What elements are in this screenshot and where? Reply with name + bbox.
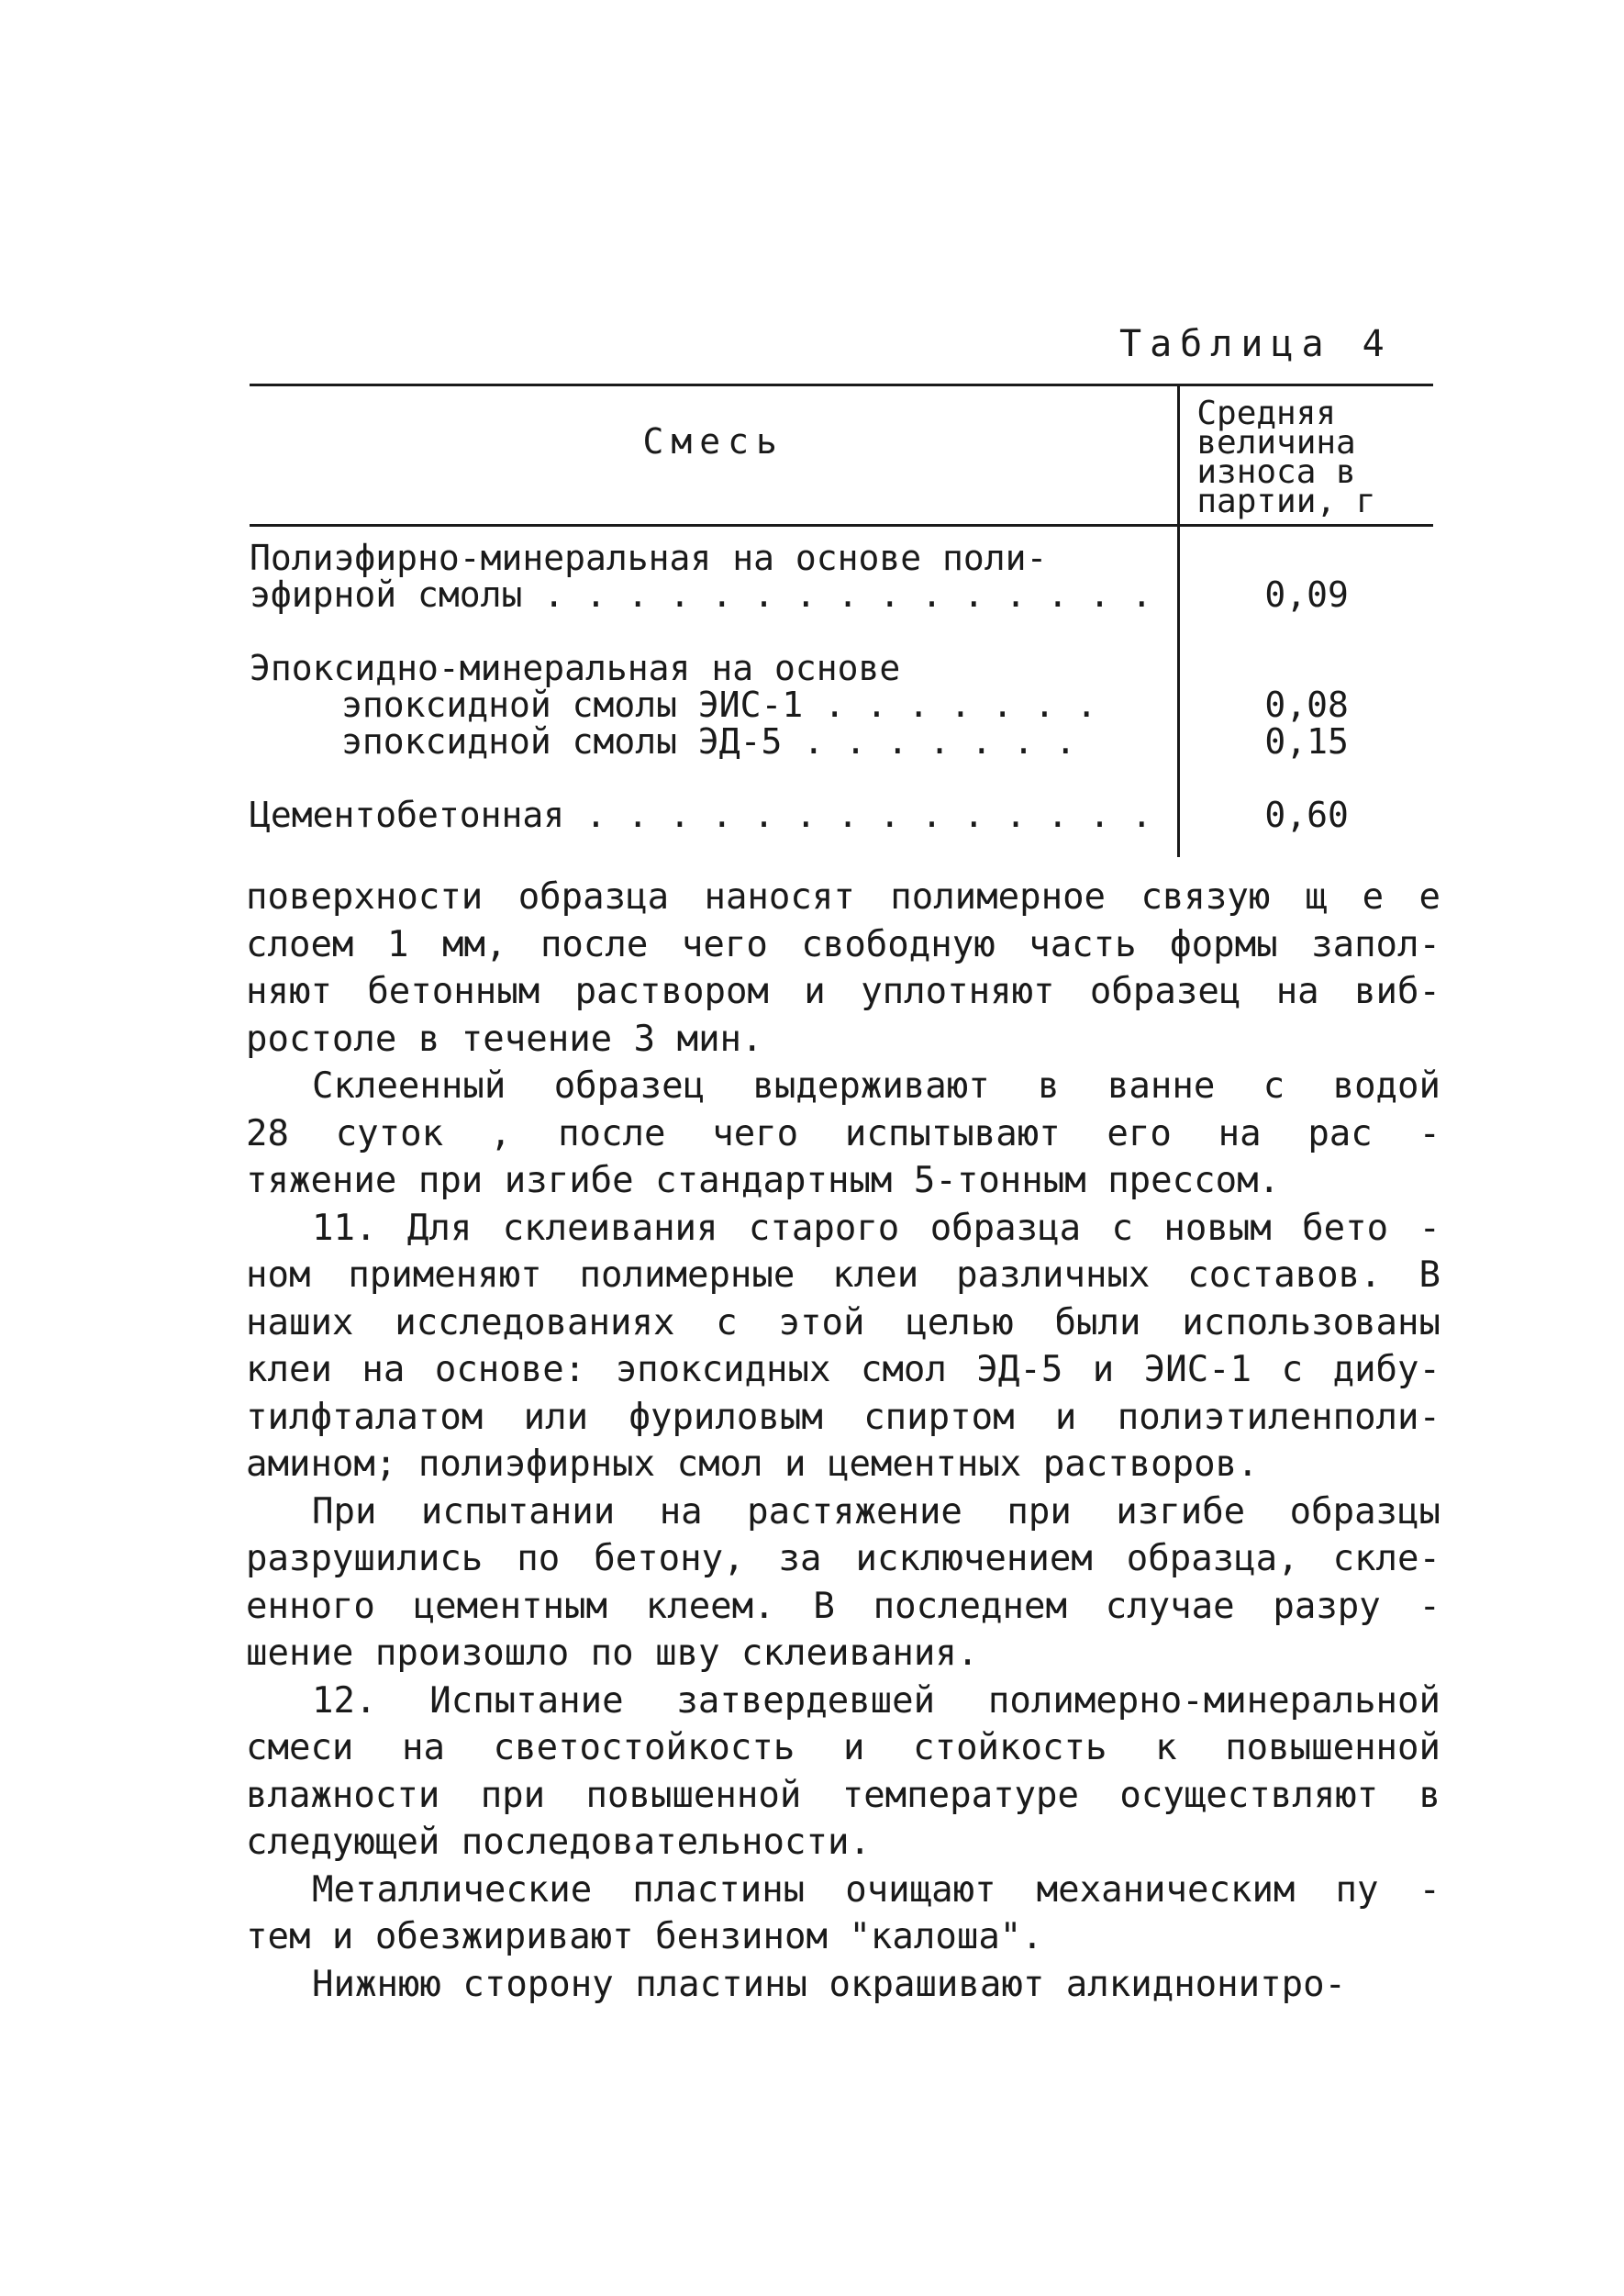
- row-mix-line: Полиэфирно-минеральная на основе поли-: [250, 538, 1048, 578]
- row-mix: [250, 784, 1179, 857]
- body-line: клеи на основе: эпоксидных смол ЭД-5 и ЭИС-1 с дибу-: [246, 1349, 1440, 1390]
- header-value-line: величина: [1196, 424, 1356, 462]
- body-line: поверхности образца наносят полимерное связую щ е е: [246, 876, 1440, 918]
- body-line: амином; полиэфирных смол и цементных растворов.: [246, 1443, 1259, 1485]
- row-value-line: 0,15: [1264, 721, 1349, 762]
- row-value-line: 0,09: [1264, 574, 1349, 615]
- body-line: разрушились по бетону, за исключением образца, скле-: [246, 1538, 1440, 1579]
- body-text: [246, 874, 1440, 2008]
- row-mix-line: эпоксидной смолы ЭИС-1 . . . . . . .: [341, 685, 1097, 725]
- body-line: енного цементным клеем. В последнем случае разру -: [246, 1585, 1440, 1627]
- body-line: шение произошло по шву склеивания.: [246, 1633, 979, 1674]
- body-line: ном применяют полимерные клеи различных составов. В: [246, 1254, 1440, 1296]
- header-value: [1179, 385, 1433, 526]
- body-line: Нижнюю сторону пластины окрашивают алкиднонитро-: [312, 1963, 1347, 2005]
- body-line: следующей последовательности.: [246, 1822, 871, 1863]
- body-line: тилфталатом или фуриловым спиртом и полиэтиленполи-: [246, 1396, 1440, 1438]
- body-paragraph: [246, 1961, 1440, 2009]
- table-caption: Таблица 4: [1119, 323, 1393, 365]
- table-row: [250, 784, 1433, 857]
- row-value-line: 0,60: [1264, 795, 1349, 835]
- body-line: 12. Испытание затвердевшей полимерно-минеральной: [312, 1679, 1440, 1722]
- row-value: [1179, 637, 1433, 784]
- header-value-line: износа в: [1196, 453, 1356, 491]
- body-paragraph: [246, 1205, 1440, 1488]
- row-value-line: [1180, 540, 1433, 576]
- wear-table: [250, 384, 1433, 857]
- row-mix-line: Эпоксидно-минеральная на основе: [250, 648, 901, 688]
- body-paragraph: [246, 1488, 1440, 1677]
- row-value-line: 0,08: [1264, 685, 1349, 725]
- header-value-line: Средняя: [1196, 395, 1337, 432]
- body-line: наших исследованиях с этой целью были использованы: [246, 1301, 1440, 1343]
- table-header-row: [250, 385, 1433, 526]
- body-line: няют бетонным раствором и уплотняют образец на виб-: [246, 971, 1440, 1012]
- body-line: тем и обезжиривают бензином "калоша".: [246, 1916, 1043, 1957]
- table-row: [250, 526, 1433, 638]
- table-row: [250, 637, 1433, 784]
- body-paragraph: [246, 1867, 1440, 1961]
- body-line: 28 суток , после чего испытывают его на рас -: [246, 1112, 1440, 1154]
- row-mix-line: Цементобетонная . . . . . . . . . . . . . .: [250, 795, 1152, 835]
- row-value-line: [1180, 650, 1433, 686]
- row-mix-line: эпоксидной смолы ЭД-5 . . . . . . .: [341, 721, 1076, 762]
- row-value: [1179, 526, 1433, 638]
- header-mix: Смесь: [642, 421, 784, 462]
- data-table-container: [250, 384, 1433, 857]
- body-line: При испытании на растяжение при изгибе образцы: [312, 1490, 1440, 1533]
- body-paragraph: [246, 1063, 1440, 1205]
- row-value: [1179, 784, 1433, 857]
- body-line: 11. Для склеивания старого образца с новым бето -: [312, 1207, 1440, 1249]
- body-line: тяжение при изгибе стандартным 5-тонным прессом.: [246, 1160, 1281, 1201]
- body-line: смеси на светостойкость и стойкость к повышенной: [246, 1727, 1440, 1768]
- row-mix-line: эфирной смолы . . . . . . . . . . . . . . .: [250, 574, 1152, 615]
- body-line: влажности при повышенной температуре осуществляют в: [246, 1774, 1440, 1816]
- body-line: слоем 1 мм, после чего свободную часть формы запол-: [246, 923, 1440, 965]
- body-paragraph: [246, 874, 1440, 1063]
- body-line: Склеенный образец выдерживают в ванне с водой: [312, 1065, 1440, 1107]
- row-mix: [250, 526, 1179, 638]
- body-paragraph: [246, 1677, 1440, 1867]
- row-mix: [250, 637, 1179, 784]
- body-line: Металлические пластины очищают механическим пу -: [312, 1868, 1440, 1911]
- header-value-line: партии, г: [1196, 483, 1376, 520]
- body-line: ростоле в течение 3 мин.: [246, 1018, 763, 1060]
